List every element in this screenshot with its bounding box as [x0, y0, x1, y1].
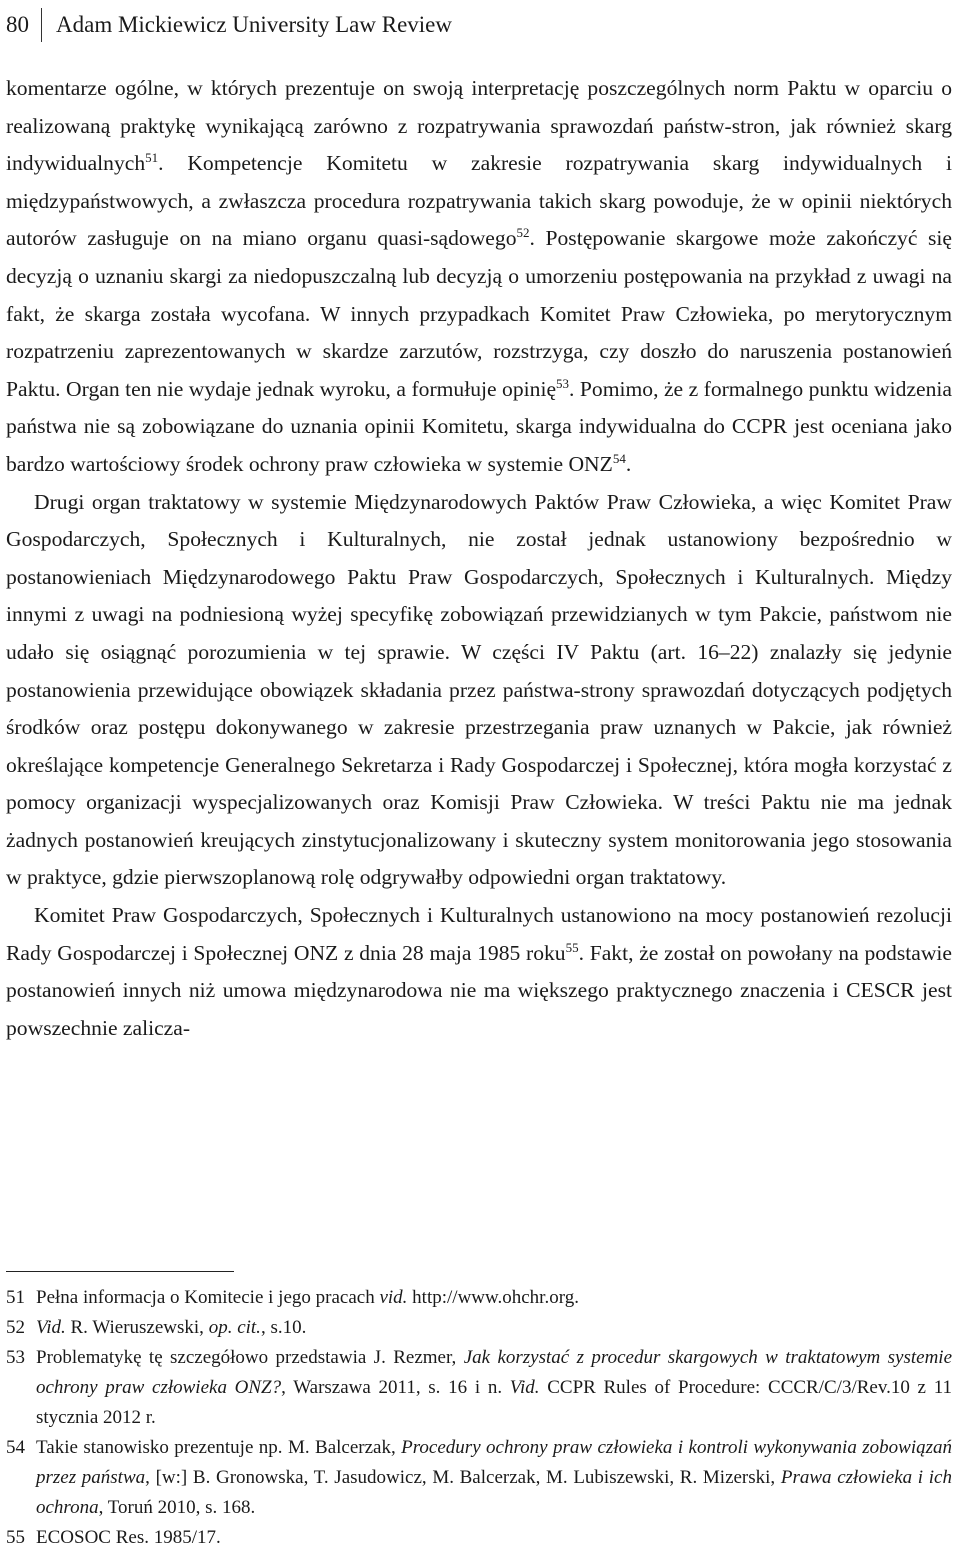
footnote-text [36, 1283, 952, 1313]
footnote-number: 51 [6, 1287, 25, 1308]
text-run: , s.10. [260, 1317, 307, 1338]
text-run: Takie stanowisko prezentuje np. M. Balcerzak, [36, 1437, 402, 1458]
text-run: , [w:] B. Gronowska, T. Jasudowicz, M. Balcerzak, M. Lubiszewski, R. Mizerski, [145, 1467, 781, 1488]
text-run: komentarze ogólne, w których prezentuje on swoją interpretację poszczególnych norm Paktu w oparciu o realizowaną praktykę wynikającą zarówno z rozpatrywania sprawozdań państw-stron, jak również skarg indywidualnych [6, 76, 952, 176]
text-run: Pełna informacja o Komitecie i jego pracach [36, 1287, 380, 1308]
text-run: . Postępowanie skargowe może zakończyć się decyzją o uznaniu skargi za niedopuszczalną lub decyzją o umorzeniu postępowania na przykład z uwagi na fakt, że skarga została wycofana. W innych przypadkach Komitet Praw Człowieka, po merytorycznym rozpatrzeniu zaprezentowanych w skardze zarzutów, rozstrzyga, czy doszło do naruszenia postanowień Paktu. Organ ten nie wydaje jednak wyroku, a formułuje opinię [6, 226, 953, 401]
text-run: , Toruń 2010, s. 168. [98, 1497, 256, 1518]
text-run-italic: Vid. [36, 1317, 66, 1338]
text-run: http://www.ohchr.org. [407, 1287, 579, 1308]
footnote-ref-55[interactable]: 55 [565, 939, 579, 955]
text-run: R. Wieruszewski, [65, 1317, 209, 1338]
text-run-italic: Prawa człowieka i ich ochrona [36, 1467, 952, 1518]
journal-title: Adam Mickiewicz University Law Review [56, 12, 452, 37]
footnotes [6, 1283, 952, 1553]
paragraph-3 [6, 897, 952, 1047]
footnote-number: 52 [6, 1317, 25, 1338]
footnote-ref-54[interactable]: 54 [612, 450, 626, 466]
footnote-number: 55 [6, 1527, 25, 1548]
text-run: . Pomimo, że z formalnego punktu widzenia państwa nie są zobowiązane do uznania opinii Komitetu, skarga indywidualna do CCPR jest oceniana jako bardzo wartościowy środek ochrony praw człowieka w systemie ONZ [6, 376, 952, 476]
text-run-italic: Procedury ochrony praw człowieka i kontroli wykonywania zobowiązań przez państwa [36, 1437, 952, 1488]
text-run: . [625, 451, 632, 476]
text-run: Komitet Praw Gospodarczych, Społecznych i Kulturalnych ustanowiono na mocy postanowień rezolucji Rady Gospodarczej i Społecznej ONZ z dnia 28 maja 1985 roku [6, 903, 952, 965]
paragraph-1 [6, 70, 952, 484]
text-run: ECOSOC Res. 1985/17. [36, 1527, 221, 1548]
footnote-number: 54 [6, 1437, 25, 1458]
text-run: . Fakt, że został on powołany na podstawie postanowień innych niż umowa międzynarodowa nie ma większego praktycznego znaczenia i CESCR jest powszechnie zalicza- [6, 940, 952, 1040]
footnote-52 [6, 1313, 952, 1343]
main-text [6, 70, 952, 1047]
text-run-italic: vid. [379, 1287, 408, 1308]
running-header [6, 8, 452, 42]
footnote-separator [6, 1271, 234, 1272]
text-run: Problematykę tę szczegółowo przedstawia J. Rezmer, [36, 1347, 464, 1368]
footnote-text [36, 1313, 952, 1343]
text-run-italic: Jak korzystać z procedur skargowych w traktatowym systemie ochrony praw człowieka ONZ? [36, 1347, 953, 1398]
text-run: . Kompetencje Komitetu w zakresie rozpatrywania skarg indywidualnych i międzypaństwowych, a zwłaszcza procedura rozpatrywania takich skarg powoduje, że w opinii niektórych autorów zasługuje on na miano organu quasi-sądowego [6, 151, 952, 251]
footnote-54 [6, 1433, 952, 1523]
footnote-51 [6, 1283, 952, 1313]
paragraph-2: Drugi organ traktatowy w systemie Międzynarodowych Paktów Praw Człowieka, a więc Komitet Praw Gospodarczych, Społecznych i Kulturalnych, nie został jednak ustanowiony bezpośrednio w postanowieniach Międzynarodowego Paktu Praw Gospodarczych, Społecznych i Kulturalnych. Między innymi z uwagi na podniesioną wyżej specyfikę zobowiązań przewidzianych w tym Pakcie, państwom nie udało się osiągnąć porozumienia w tej sprawie. W części IV Paktu (art. 16–22) znalazły się jedynie postanowienia przewidujące obowiązek składania przez państwa-strony sprawozdań dotyczących podjętych środków oraz postępu dokonywanego w zakresie przestrzegania praw uznanych w Pakcie, jak również określające kompetencje Generalnego Sekretarza i Rady Gospodarczej i Społecznej, która mogła korzystać z pomocy organizacji wyspecjalizowanych oraz Komisji Praw Człowieka. W treści Paktu nie ma jednak żadnych postanowień kreujących zinstytucjonalizowany i skuteczny system monitorowania jego stosowania w praktyce, gdzie pierwszoplanową rolę odgrywałby odpowiedni organ traktatowy. [6, 489, 952, 890]
footnote-ref-51[interactable]: 51 [145, 150, 159, 165]
text-run-italic: Vid. [509, 1377, 540, 1398]
footnote-text [36, 1433, 952, 1523]
footnote-53 [6, 1343, 952, 1433]
footnote-ref-53[interactable]: 53 [556, 375, 570, 391]
footnote-ref-52[interactable]: 52 [516, 225, 530, 241]
text-run-italic: op. cit. [208, 1317, 261, 1338]
footnote-55 [6, 1523, 952, 1553]
page-number: 80 [6, 8, 42, 42]
text-run: CCPR Rules of Procedure: CCCR/C/3/Rev.10 z 11 stycznia 2012 r. [36, 1377, 952, 1428]
footnote-number: 53 [6, 1347, 25, 1368]
footnote-text [36, 1523, 952, 1553]
footnote-text [36, 1343, 952, 1433]
text-run: , Warszawa 2011, s. 16 i n. [281, 1377, 510, 1398]
